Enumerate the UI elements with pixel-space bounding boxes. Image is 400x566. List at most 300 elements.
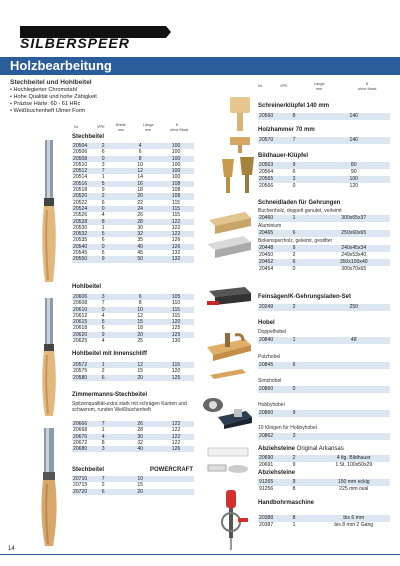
table-cell: 100 [318, 176, 390, 183]
table-cell: 300x70x65 [318, 266, 390, 273]
table-cell: 15 [122, 368, 158, 374]
table-cell: 91256 [258, 486, 292, 493]
table-row [72, 446, 194, 452]
table-cell: 132 [158, 250, 194, 256]
table-cell: 20514 [72, 174, 101, 180]
table-cell: 100 [158, 162, 194, 168]
schreinerklupfel-title: Schreinerklüpfel 140 mm [258, 103, 330, 109]
table-cell: 20452 [258, 259, 292, 266]
feinsaege-table [258, 304, 390, 311]
page-title: Holzbearbeitung [10, 58, 112, 73]
table-row [258, 245, 390, 252]
table-cell: 2 [292, 252, 318, 259]
zimmermanns-title: Zimmermanns-Stechbeitel [72, 392, 148, 398]
table-cell: 5 [101, 250, 123, 256]
table-cell: 3 [101, 446, 123, 452]
intro-bullet: • Weißbuchenheft Ulmer Form [10, 108, 200, 115]
table-row [72, 375, 194, 381]
intro-bullet: • Hohe Qualität und hohe Zähigkeit [10, 94, 200, 101]
table-cell: bis 8 mm 2 Gang [318, 522, 390, 529]
table-cell: 9 [101, 256, 123, 262]
table-cell: 20840 [258, 337, 292, 344]
table-row [258, 183, 390, 190]
table-cell: 20715 [72, 482, 101, 488]
powercraft-title: Stechbeitel [72, 467, 105, 473]
table-cell: 12 [122, 168, 158, 174]
table-cell: 105 [158, 294, 194, 300]
hobel-title: Hobel [258, 320, 275, 326]
table-row [258, 215, 390, 222]
table-cell [318, 386, 390, 393]
table-cell: 20612 [72, 313, 101, 319]
table-cell: 4 [101, 212, 123, 218]
schreinerklupfel-table [258, 113, 390, 120]
table-cell: 8 [101, 440, 123, 446]
table-cell: 1 [101, 362, 123, 368]
table-cell: 126 [158, 237, 194, 243]
handbohr-table [258, 515, 390, 529]
abziehsteine-suffix: Original Arkansas [295, 446, 344, 452]
schneidladen-table-1 [258, 215, 390, 222]
table-cell: 9 [292, 245, 318, 252]
schneidladen-table-2 [258, 230, 390, 237]
table-cell: 100 [158, 143, 194, 149]
table-cell: 6 [101, 149, 123, 155]
table-cell: 20249 [258, 304, 292, 311]
hobbyhobel-label: Hobbyhobel [258, 402, 285, 408]
table-cell: 10 [122, 162, 158, 168]
hohlbeitel-image [36, 298, 62, 418]
table-cell: 20387 [258, 522, 292, 529]
table-row [72, 489, 194, 495]
zimmermanns-image [36, 428, 62, 548]
abziehsteine-heading [258, 446, 344, 452]
table-cell: 5 [101, 319, 123, 325]
table-cell: 108 [158, 181, 194, 187]
table-cell: 6 [292, 362, 318, 369]
table-cell: 20670 [72, 434, 101, 440]
table-row [258, 113, 390, 120]
table-cell: 7 [101, 168, 123, 174]
table-cell: 12 [122, 313, 158, 319]
table-cell: 15 [122, 319, 158, 325]
table-cell: 20535 [72, 237, 101, 243]
table-cell: 4 [101, 313, 123, 319]
table-cell: 9 [101, 332, 123, 338]
table-cell: 6 [101, 489, 123, 495]
table-cell: 20575 [72, 368, 101, 374]
table-cell: 20465 [258, 230, 292, 237]
table-row [258, 259, 390, 266]
feinsaege-image [205, 285, 255, 307]
table-cell: 20690 [258, 455, 292, 462]
table-cell: 1 [101, 174, 123, 180]
table-cell [318, 362, 390, 369]
schreinerklupfel-image [228, 95, 252, 133]
table-cell: 3 [292, 176, 318, 183]
handbohr-title: Handbohrmaschine [258, 500, 315, 506]
table-cell: 122 [158, 231, 194, 237]
table-cell: 7 [101, 476, 123, 482]
table-cell: 20522 [72, 200, 101, 206]
table-cell: 20540 [72, 244, 101, 250]
klingen-label: 10 Klingen für Hobbyhobel [258, 425, 317, 431]
table-cell: 20680 [72, 446, 101, 452]
table-cell: 32 [122, 440, 158, 446]
stechbeitel-title: Stechbeitel [72, 134, 105, 140]
table-cell: 3 [101, 294, 123, 300]
doppelhobel-label: Doppelhobel [258, 329, 287, 335]
table-cell: 4 tlg. Bildhauer [318, 455, 390, 462]
abziehsteine-image [206, 445, 250, 459]
abziehsteine2-image [206, 463, 250, 475]
table-cell: 18 [122, 325, 158, 331]
col-header-preis-unit: ohne Mwst. [170, 128, 190, 132]
table-cell: 20620 [72, 332, 101, 338]
abziehsteine-title: Abziehsteine [258, 446, 296, 452]
table-cell: 9 [292, 410, 318, 417]
col-header-laenge: Länge [143, 123, 154, 127]
feinsaege-title: Feinsägen/K-Gehrungsladen-Set [258, 294, 352, 300]
table-cell: 18 [122, 187, 158, 193]
table-cell: 20860 [258, 386, 292, 393]
table-cell: 9 [292, 479, 318, 486]
table-cell: 20545 [72, 250, 101, 256]
table-cell: 3 [101, 162, 123, 168]
table-cell: 122 [158, 440, 194, 446]
table-cell: 20606 [72, 294, 101, 300]
table-cell: 2 [101, 193, 123, 199]
table-cell: 4 [101, 434, 123, 440]
schneidladen-sub3: Birkensperrholz, geleimt, gestiftet [258, 238, 332, 244]
col-header-preis: € [176, 123, 179, 127]
table-row [258, 169, 390, 176]
table-cell: 0 [101, 307, 123, 313]
table-cell: 0 [101, 206, 123, 212]
table-cell: 8 [101, 219, 123, 225]
table-cell: 108 [158, 187, 194, 193]
table-cell: 40 [122, 244, 158, 250]
table-cell: 20 [122, 375, 158, 381]
table-row [258, 162, 390, 169]
table-cell: 30 [122, 434, 158, 440]
table-cell: 26 [122, 421, 158, 427]
table-cell: 20 [122, 193, 158, 199]
putzhobel-table [258, 362, 390, 369]
abziehsteine2-title: Abziehsteine [258, 470, 296, 476]
table-cell: 5 [101, 231, 123, 237]
table-cell: 120 [158, 368, 194, 374]
table-cell [158, 489, 194, 495]
handbohrmaschine-image [212, 490, 250, 552]
table-cell: 20580 [72, 375, 101, 381]
title-banner [0, 57, 400, 75]
table-cell: 125 [158, 332, 194, 338]
table-cell: 20512 [72, 168, 101, 174]
table-cell: 20450 [258, 252, 292, 259]
col-header-breite-unit: mm [118, 128, 125, 132]
table-cell: 20526 [72, 212, 101, 218]
table-cell: 20691 [258, 462, 292, 469]
bildhauer-table [258, 162, 390, 190]
table-cell: 0 [101, 156, 123, 162]
schneidladen-sub1: Buchenholz, doppelt genutet, verleimt [258, 208, 342, 214]
putzhobel-image [208, 365, 248, 381]
table-cell: 115 [158, 307, 194, 313]
simshobel-label: Simshobel [258, 378, 282, 384]
rcol-header-laenge: Länge [314, 82, 325, 86]
table-cell: 8 [122, 300, 158, 306]
table-cell: 140 [318, 137, 390, 144]
table-row [258, 304, 390, 311]
table-cell: 130 [158, 338, 194, 344]
table-cell: 2 [101, 143, 123, 149]
intro-bullet: • Präzise Härte: 60 - 61 HRc [10, 101, 200, 108]
intro-bullets [10, 87, 200, 115]
table-cell: 125 [158, 375, 194, 381]
table-cell: 1 [292, 215, 318, 222]
table-cell: 250x60x65 [318, 230, 390, 237]
table-cell: 20608 [72, 300, 101, 306]
table-row [258, 522, 390, 529]
col-header-vpe: VPE [97, 125, 105, 129]
schneidladen-sub2: Aluminium [258, 223, 282, 229]
table-cell: 9 [292, 462, 318, 469]
table-cell: 8 [292, 515, 318, 522]
intro-bullet: • Hochlegierter Chromstahl [10, 87, 200, 94]
table-cell: 100 [158, 149, 194, 155]
table-row [72, 256, 194, 262]
table-cell: 32 [122, 231, 158, 237]
table-cell: 1 [101, 427, 123, 433]
table-cell: 115 [158, 362, 194, 368]
table-cell: 20668 [72, 427, 101, 433]
table-cell: 20666 [72, 421, 101, 427]
table-cell: bis 6 mm [318, 515, 390, 522]
table-cell: 20460 [258, 215, 292, 222]
table-cell: 2 [101, 368, 123, 374]
table-cell: 240x45x34 [318, 245, 390, 252]
table-cell: 48 [318, 337, 390, 344]
table-cell: 115 [158, 313, 194, 319]
table-cell: 126 [158, 446, 194, 452]
table-cell: 125 [158, 325, 194, 331]
table-cell: 122 [158, 219, 194, 225]
table-cell: 30 [122, 225, 158, 231]
table-cell: 20563 [258, 162, 292, 169]
schneidladen-image [205, 208, 255, 268]
powercraft-brand: POWERCRAFT [150, 467, 193, 473]
table-cell: 20550 [72, 256, 101, 262]
table-cell: 8 [122, 156, 158, 162]
table-cell: 28 [122, 427, 158, 433]
table-cell: 2 [292, 455, 318, 462]
table-cell: 126 [158, 244, 194, 250]
table-cell: 20615 [72, 319, 101, 325]
table-cell: 20530 [72, 225, 101, 231]
hobbyhobel-image [214, 405, 256, 431]
table-cell: 20618 [72, 325, 101, 331]
table-cell: 7 [292, 137, 318, 144]
holzhammer-table [258, 137, 390, 144]
table-cell: 0 [292, 266, 318, 273]
rcol-header-laenge-unit: mm [316, 87, 323, 91]
bildhauer-klupfel-image [220, 155, 256, 195]
table-cell: 91265 [258, 479, 292, 486]
table-cell: 20610 [72, 307, 101, 313]
table-cell: 300x65x37 [318, 215, 390, 222]
table-row [258, 266, 390, 273]
table-row [258, 362, 390, 369]
bildhauer-title: Bildhauer-Klüpfel [258, 153, 309, 159]
table-cell: 40 [122, 446, 158, 452]
table-row [258, 337, 390, 344]
table-row [258, 515, 390, 522]
table-cell: 100 [158, 174, 194, 180]
table-cell: 14 [122, 174, 158, 180]
table-cell: 6 [101, 237, 123, 243]
table-cell: 80 [318, 162, 390, 169]
hobbyhobel-table [258, 410, 390, 417]
table-row [72, 338, 194, 344]
table-cell: 20506 [72, 149, 101, 155]
table-cell [318, 433, 390, 440]
table-cell: 122 [158, 427, 194, 433]
table-cell: 24 [122, 206, 158, 212]
simshobel-table [258, 386, 390, 393]
hohlbeitel-table [72, 294, 194, 344]
table-cell: 20710 [72, 476, 101, 482]
table-cell: 45 [122, 250, 158, 256]
table-cell: 20528 [72, 219, 101, 225]
table-cell: 20570 [258, 137, 292, 144]
rcol-header-nr: Nr. [258, 84, 263, 88]
table-cell: 9 [101, 187, 123, 193]
intro-block [10, 79, 200, 115]
table-cell: 20860 [258, 410, 292, 417]
table-cell: 20508 [72, 156, 101, 162]
table-cell: 100 [158, 168, 194, 174]
col-header-nr: Nr. [74, 125, 79, 129]
table-cell: 115 [158, 212, 194, 218]
table-row [258, 386, 390, 393]
holzhammer-title: Holzhammer 70 mm [258, 127, 315, 133]
table-cell: 1 [292, 337, 318, 344]
table-cell: 12 [122, 362, 158, 368]
table-cell: 15 [122, 482, 158, 488]
table-cell: 2 [292, 304, 318, 311]
doppelhobel-image [203, 325, 253, 363]
table-cell: 20448 [258, 245, 292, 252]
table-cell: 120 [318, 183, 390, 190]
table-cell: 28 [122, 219, 158, 225]
abziehsteine-table [258, 455, 390, 469]
hohlbeitel-title: Hohlbeitel [72, 284, 102, 290]
powercraft-table [72, 476, 194, 495]
table-cell: 20625 [72, 338, 101, 344]
silberspeer-logo [6, 24, 176, 52]
hohlbeitel-innen-title: Hohlbeitel mit Innenschliff [72, 351, 148, 357]
table-cell: 122 [158, 225, 194, 231]
table-cell: 10 [122, 307, 158, 313]
table-cell: 1 [292, 522, 318, 529]
table-cell: 100 [158, 156, 194, 162]
schneidladen-title: Schneidladen für Gehrungen [258, 200, 341, 206]
table-row [258, 252, 390, 259]
table-cell: 20532 [72, 231, 101, 237]
zimmermanns-desc: Spitzenqualität-extra stark mit schrägen Kanten und schwerem, runden Weißbuchenheft [72, 401, 187, 413]
klingen-table [258, 433, 390, 440]
table-cell: 20672 [72, 440, 101, 446]
table-cell: 2 [101, 482, 123, 488]
table-cell: 7 [101, 300, 123, 306]
holzhammer-image [228, 135, 252, 153]
hohlbeitel-innen-table [72, 362, 194, 381]
table-cell: 6 [101, 200, 123, 206]
table-cell: 8 [292, 486, 318, 493]
page-number: 14 [8, 546, 15, 552]
table-cell: 22 [122, 200, 158, 206]
table-cell: 6 [122, 149, 158, 155]
table-cell: 20388 [258, 515, 292, 522]
table-row [258, 455, 390, 462]
table-row [258, 486, 390, 493]
table-row [258, 230, 390, 237]
table-cell: 50 [122, 256, 158, 262]
table-cell: 20504 [72, 143, 101, 149]
zimmermanns-table [72, 421, 194, 452]
table-cell: 20720 [72, 489, 101, 495]
table-cell: 6 [292, 230, 318, 237]
table-cell: 6 [292, 259, 318, 266]
table-cell: 20510 [72, 162, 101, 168]
table-cell: 7 [101, 421, 123, 427]
table-cell: 20862 [258, 433, 292, 440]
table-cell: 9 [292, 162, 318, 169]
table-cell: 250 [318, 304, 390, 311]
table-cell: 249x53x40 [318, 252, 390, 259]
table-cell: 120 [158, 319, 194, 325]
table-row [258, 410, 390, 417]
table-row [258, 479, 390, 486]
table-cell: 4 [101, 338, 123, 344]
table-cell: 20516 [72, 181, 101, 187]
table-cell: 20564 [258, 169, 292, 176]
table-cell: 6 [122, 294, 158, 300]
table-cell: 20 [122, 332, 158, 338]
stechbeitel-table [72, 143, 194, 263]
table-cell: 20 [122, 489, 158, 495]
table-cell: 8 [292, 113, 318, 120]
table-cell: 140 [318, 113, 390, 120]
table-cell: 1 St. 100x50x29 [318, 462, 390, 469]
table-cell: 5 [101, 181, 123, 187]
schneidladen-table-3 [258, 245, 390, 273]
table-cell: 20845 [258, 362, 292, 369]
table-cell: 16 [122, 181, 158, 187]
col-header-laenge-unit: mm [145, 128, 152, 132]
table-cell: 1 [101, 225, 123, 231]
table-cell: 122 [158, 434, 194, 440]
col-header-breite: Breite [116, 123, 126, 127]
table-cell: 350x100x40 [318, 259, 390, 266]
table-cell: 115 [158, 200, 194, 206]
table-row [258, 176, 390, 183]
rcol-header-vpe: VPE [280, 84, 288, 88]
table-cell: 110 [158, 300, 194, 306]
table-cell: 6 [101, 325, 123, 331]
table-cell: 20572 [72, 362, 101, 368]
